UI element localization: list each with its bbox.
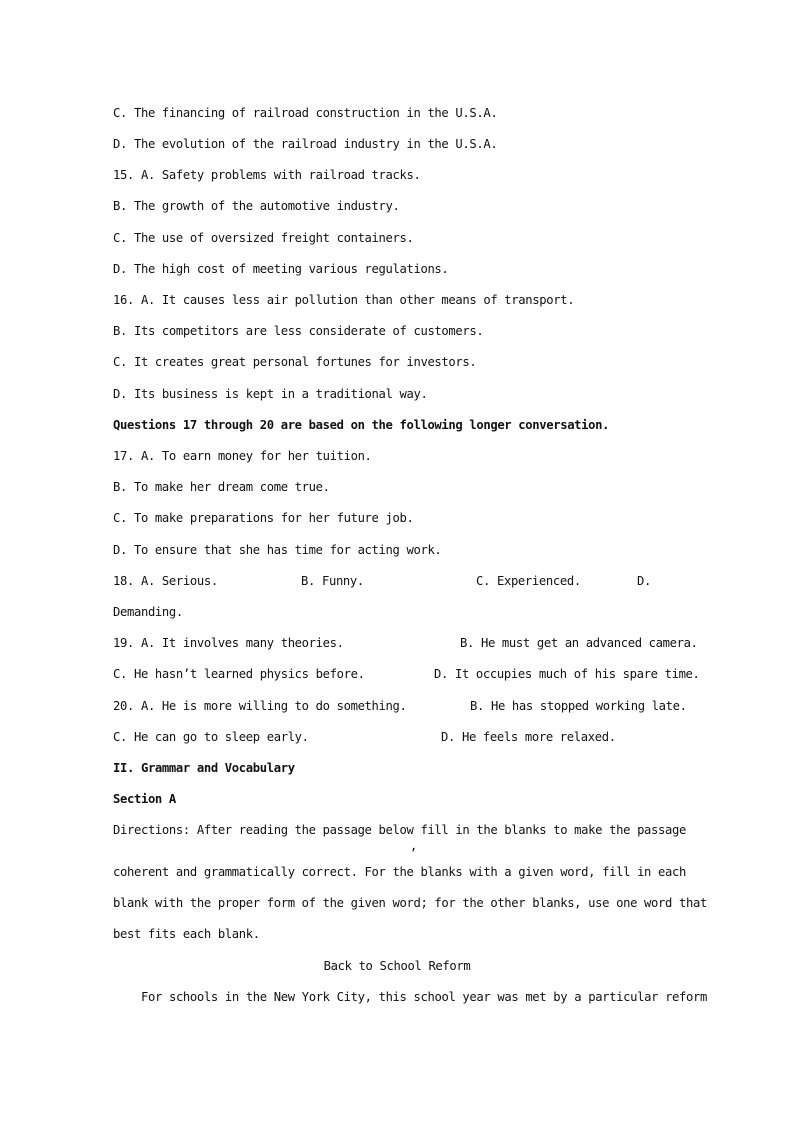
option-20a: 20. A. He is more willing to do something. bbox=[113, 699, 407, 713]
option-16d: D. Its business is kept in a traditional way. bbox=[113, 387, 428, 401]
option-19c: C. He hasn’t learned physics before. bbox=[113, 667, 365, 681]
option-18d-continued: Demanding. bbox=[113, 605, 183, 619]
option-15a: 15. A. Safety problems with railroad tracks. bbox=[113, 168, 421, 182]
option-15b: B. The growth of the automotive industry. bbox=[113, 199, 400, 213]
question-18-options bbox=[113, 573, 679, 589]
option-18c: C. Experienced. bbox=[476, 574, 581, 588]
directions-line-3: blank with the proper form of the given word; for the other blanks, use one word that bbox=[113, 896, 707, 910]
directions-line-4: best fits each blank. bbox=[113, 927, 260, 941]
option-18d: D. bbox=[637, 574, 651, 588]
directions-line-2: coherent and grammatically correct. For the blanks with a given word, fill in each bbox=[113, 865, 686, 879]
option-17d: D. To ensure that she has time for acting work. bbox=[113, 543, 442, 557]
option-16a: 16. A. It causes less air pollution than other means of transport. bbox=[113, 293, 575, 307]
question-19-row-2 bbox=[113, 666, 700, 682]
option-17b: B. To make her dream come true. bbox=[113, 480, 330, 494]
option-14d: D. The evolution of the railroad industry in the U.S.A. bbox=[113, 137, 498, 151]
passage-title: Back to School Reform bbox=[323, 959, 471, 973]
option-16b: B. Its competitors are less considerate of customers. bbox=[113, 324, 484, 338]
heading-questions-17-20: Questions 17 through 20 are based on the following longer conversation. bbox=[113, 418, 610, 432]
directions-comma: , bbox=[410, 839, 418, 853]
option-17c: C. To make preparations for her future job. bbox=[113, 511, 414, 525]
question-20-row-2 bbox=[113, 729, 679, 745]
option-19b: B. He must get an advanced camera. bbox=[460, 636, 698, 650]
option-17a: 17. A. To earn money for her tuition. bbox=[113, 449, 372, 463]
option-15d: D. The high cost of meeting various regulations. bbox=[113, 262, 449, 276]
option-19d: D. It occupies much of his spare time. bbox=[434, 667, 700, 681]
section-a-heading: Section A bbox=[113, 792, 176, 806]
question-20-row-1 bbox=[113, 698, 687, 714]
option-18b: B. Funny. bbox=[301, 574, 364, 588]
option-20c: C. He can go to sleep early. bbox=[113, 730, 309, 744]
option-15c: C. The use of oversized freight containers. bbox=[113, 231, 414, 245]
option-18a: 18. A. Serious. bbox=[113, 574, 218, 588]
option-19a: 19. A. It involves many theories. bbox=[113, 636, 344, 650]
option-20b: B. He has stopped working late. bbox=[470, 699, 687, 713]
question-19-row-1 bbox=[113, 635, 698, 651]
passage-first-line: For schools in the New York City, this school year was met by a particular reform bbox=[141, 990, 707, 1004]
option-20d: D. He feels more relaxed. bbox=[441, 730, 616, 744]
section-heading-grammar: II. Grammar and Vocabulary bbox=[113, 761, 295, 775]
option-16c: C. It creates great personal fortunes for investors. bbox=[113, 355, 477, 369]
directions-line-1: Directions: After reading the passage below fill in the blanks to make the passage bbox=[113, 823, 686, 837]
option-14c: C. The financing of railroad construction in the U.S.A. bbox=[113, 106, 498, 120]
